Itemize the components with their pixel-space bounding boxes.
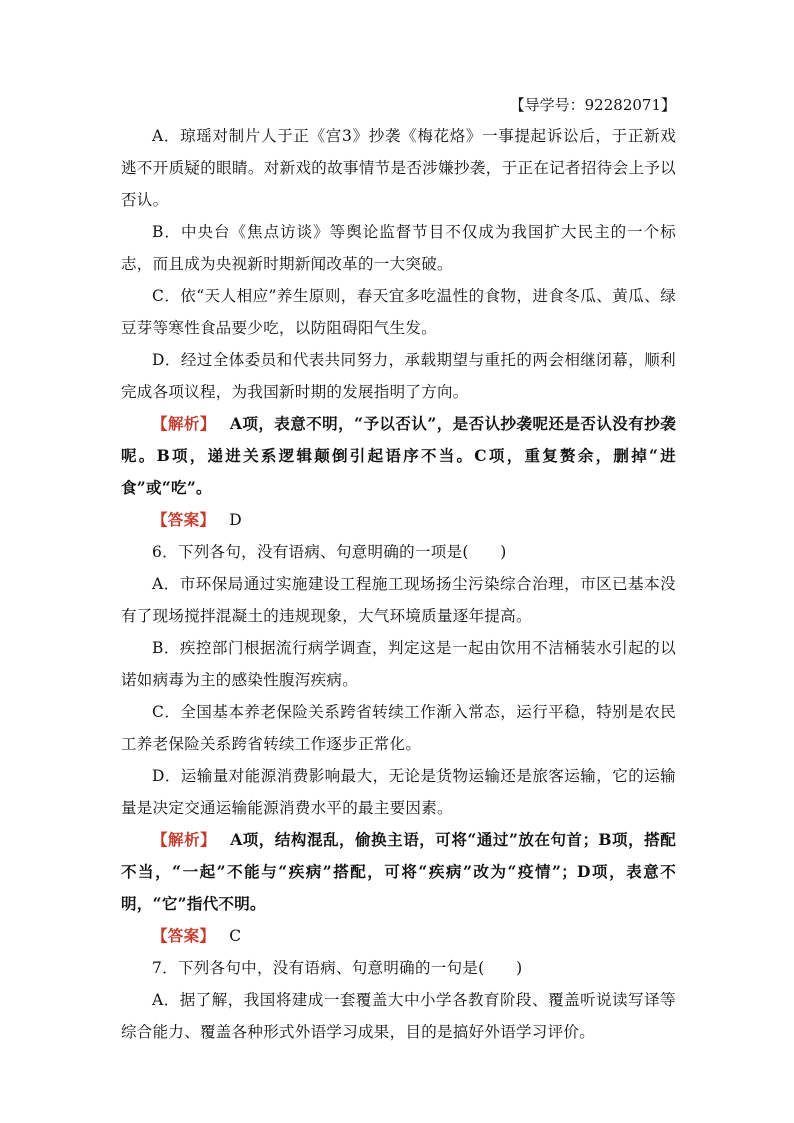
q5-option-a: A．琼瑶对制片人于正《宫3》抄袭《梅花烙》一事提起诉讼后，于正新戏逃不开质疑的眼睛。对新戏的故事情节是否涉嫌抄袭，于正在记者招待会上予以否认。 <box>121 127 676 209</box>
q7-stem: 7．下列各句中，没有语病、句意明确的一句是( ) <box>152 959 523 977</box>
q5-option-d: D．经过全体委员和代表共同努力，承载期望与重托的两会相继闭幕，顺利完成各项议程，为我国新时期的发展指明了方向。 <box>121 351 676 401</box>
answer-tag: 【答案】 <box>152 926 216 945</box>
q6-answer <box>121 920 676 952</box>
q5-answer <box>121 504 676 536</box>
analysis-text: A项，结构混乱，偷换主语，可将“通过”放在句首；B项，搭配不当，“一起”不能与“疾病”搭配，可将“疾病”改为“疫情”；D项，表意不明，“它”指代不明。 <box>121 830 676 913</box>
q6-option-d: D．运输量对能源消费影响最大，无论是货物运输还是旅客运输，它的运输量是决定交通运输能源消费水平的最主要因素。 <box>121 767 676 817</box>
q5-analysis <box>121 408 676 504</box>
q6-option-c: C．全国基本养老保险关系跨省转续工作渐入常态，运行平稳，特别是农民工养老保险关系跨省转续工作逐步正常化。 <box>121 703 676 753</box>
answer-value: D <box>229 511 242 529</box>
q6-option-a: A．市环保局通过实施建设工程施工现场扬尘污染综合治理，市区已基本没有了现场搅拌混凝土的违规现象，大气环境质量逐年提高。 <box>121 575 676 625</box>
q6-option-b: B．疾控部门根据流行病学调查，判定这是一起由饮用不洁桶装水引起的以诺如病毒为主的感染性腹泻疾病。 <box>121 639 676 689</box>
q6-stem: 6．下列各句，没有语病、句意明确的一项是( ) <box>152 543 507 561</box>
answer-tag: 【答案】 <box>152 510 216 529</box>
q5-option-c: C．依“天人相应”养生原则，春天宜多吃温性的食物，进食冬瓜、黄瓜、绿豆芽等寒性食品要少吃，以防阻碍阳气生发。 <box>121 287 676 337</box>
q7-option-a: A．据了解，我国将建成一套覆盖大中小学各教育阶段、覆盖听说读写译等综合能力、覆盖各种形式外语学习成果，目的是搞好外语学习评价。 <box>121 991 676 1041</box>
analysis-tag: 【解析】 <box>152 830 217 849</box>
document-page <box>121 92 676 1048</box>
analysis-tag: 【解析】 <box>152 414 216 433</box>
analysis-text: A项，表意不明，“予以否认”，是否认抄袭呢还是否认没有抄袭呢。B项，递进关系逻辑颠倒引起语序不当。C项，重复赘余，删掉“进食”或“吃”。 <box>121 414 676 497</box>
answer-value: C <box>229 927 242 945</box>
q5-option-b: B．中央台《焦点访谈》等舆论监督节目不仅成为我国扩大民主的一个标志，而且成为央视新时期新闻改革的一大突破。 <box>121 223 676 273</box>
guide-number: 【导学号：92282071】 <box>509 96 676 114</box>
q6-analysis <box>121 824 676 920</box>
